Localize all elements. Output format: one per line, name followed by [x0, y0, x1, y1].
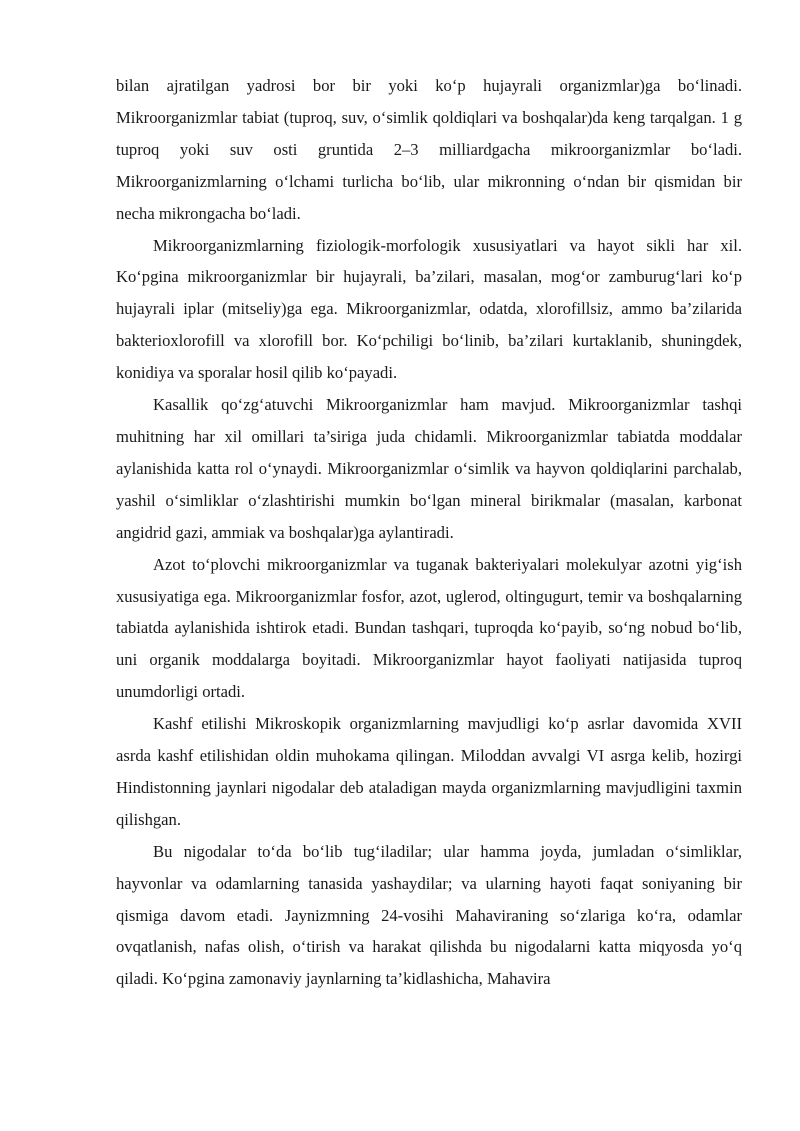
paragraph-6: Bu nigodalar to‘da bo‘lib tug‘iladilar; ular hamma joyda, jumladan o‘simliklar, hayvonlar va odamlarning tanasida yashaydilar; va ularning hayoti faqat soniyaning bir qismiga davom etadi. Jaynizmning 24-vosihi Mahaviraning so‘zlariga ko‘ra, odamlar ovqatlanish, nafas olish, o‘tirish va harakat qilishda bu nigodalarni katta miqyosda yo‘q qiladi. Ko‘pgina zamonaviy jaynlarning ta’kidlashicha, Mahavira	[116, 841, 742, 989]
paragraph-5: Kashf etilishi Mikroskopik organizmlarning mavjudligi ko‘p asrlar davomida XVII asrda kashf etilishidan oldin muhokama qilingan. Miloddan avvalgi VI asrga kelib, hozirgi Hindistonning jaynlari nigodalar deb ataladigan mayda organizmlarning mavjudligini taxmin qilishgan.	[116, 714, 742, 829]
paragraph-2: Mikroorganizmlarning fiziologik-morfologik xususiyatlari va hayot sikli har xil. Ko‘pgina mikroorganizmlar bir hujayrali, ba’zilari, masalan, mog‘or zamburug‘lari ko‘p hujayrali iplar (mitseliy)ga ega. Mikroorganizmlar, odatda, xlorofillsiz, ammo ba’zilarida bakterioxlorofill va xlorofill bor. Ko‘pchiligi bo‘linib, ba’zilari kurtaklanib, shuningdek, konidiya va sporalar hosil qilib ko‘payadi.	[116, 235, 742, 383]
paragraph-3: Kasallik qo‘zg‘atuvchi Mikroorganizmlar ham mavjud. Mikroorganizmlar tashqi muhitning har xil omillari ta’siriga juda chidamli. Mikroorganizmlar tabiatda moddalar aylanishida katta rol o‘ynaydi. Mikroorganizmlar o‘simlik va hayvon qoldiqlarini parchalab, yashil o‘simliklar o‘zlashtirishi mumkin bo‘lgan mineral birikmalar (masalan, karbonat angidrid gazi, ammiak va boshqalar)ga aylantiradi.	[116, 395, 742, 542]
document-body	[116, 70, 742, 995]
paragraph-4: Azot to‘plovchi mikroorganizmlar va tuganak bakteriyalari molekulyar azotni yig‘ish xususiyatiga ega. Mikroorganizmlar fosfor, azot, uglerod, oltingugurt, temir va boshqalarning tabiatda aylanishida ishtirok etadi. Bundan tashqari, tuproqda ko‘payib, so‘ng nobud bo‘lib, uni organik moddalarga boyitadi. Mikroorganizmlar hayot faoliyati natijasida tuproq unumdorligi ortadi.	[116, 554, 742, 702]
paragraph-1: bilan ajratilgan yadrosi bor bir yoki ko‘p hujayrali organizmlar)ga bo‘linadi. Mikroorganizmlar tabiat (tuproq, suv, o‘simlik qoldiqlari va boshqalar)da keng tarqalgan. 1 g tuproq yoki suv osti gruntida 2–3 milliardgacha mikroorganizmlar bo‘ladi. Mikroorganizmlarning o‘lchami turlicha bo‘lib, ular mikronning o‘ndan bir qismidan bir necha mikrongacha bo‘ladi.	[116, 76, 742, 223]
